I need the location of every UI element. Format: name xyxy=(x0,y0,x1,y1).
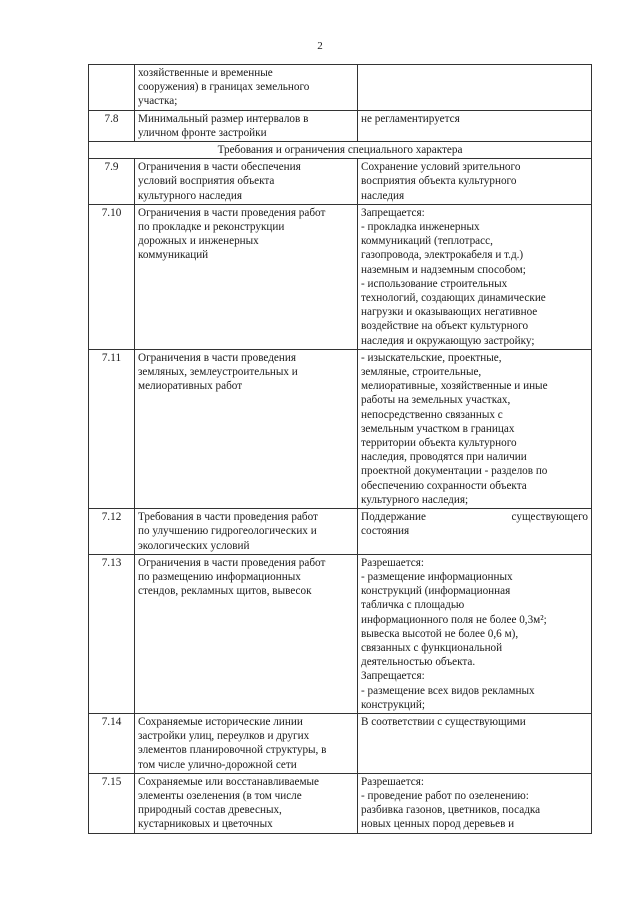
requirement-value-line: нагрузки и оказывающих негативное xyxy=(361,306,538,319)
requirement-name-line: стендов, рекламных щитов, вывесок xyxy=(138,585,312,598)
requirement-value-line: состояния xyxy=(361,525,410,538)
requirement-value-line: конструкций; xyxy=(361,698,425,711)
requirement-value xyxy=(358,159,592,205)
requirement-value xyxy=(358,773,592,833)
requirement-value-line: Разрешается: xyxy=(361,775,424,788)
requirement-value-line: Разрешается: xyxy=(361,556,424,569)
requirement-name-line: дорожных и инженерных xyxy=(138,235,259,248)
requirement-name-line: Ограничения в части проведения работ xyxy=(138,206,326,219)
requirement-name-line: Требования в части проведения работ xyxy=(138,511,318,524)
requirement-value-line: - размещение всех видов рекламных xyxy=(361,684,535,697)
requirement-value-line: наземным и надземным способом; xyxy=(361,263,526,276)
requirement-value-line: коммуникаций (теплотрасс, xyxy=(361,235,493,248)
requirement-value xyxy=(358,110,592,141)
requirement-value-line: - использование строительных xyxy=(361,277,508,290)
table-row xyxy=(89,713,592,773)
section-header: Требования и ограничения специального характера xyxy=(89,142,592,159)
item-number xyxy=(89,65,135,111)
requirement-name-line: природный состав древесных, xyxy=(138,804,282,817)
requirement-value-line: наследия, проводятся при наличии xyxy=(361,451,527,464)
requirement-value-line: разбивка газонов, цветников, посадка xyxy=(361,804,541,817)
requirement-name-line: элементов планировочной структуры, в xyxy=(138,744,327,757)
requirement-name-line: условий восприятия объекта xyxy=(138,175,275,188)
requirement-value-line: конструкций (информационная xyxy=(361,585,511,598)
requirement-value-line: восприятия объекта культурного xyxy=(361,175,517,188)
requirement-value-line: - изыскательские, проектные, xyxy=(361,351,502,364)
requirement-name-line: кустарниковых и цветочных xyxy=(138,818,273,831)
requirement-value-line: проектной документации - разделов по xyxy=(361,465,548,478)
item-number: 7.12 xyxy=(89,509,135,555)
requirement-value-word: Поддержание xyxy=(361,511,426,524)
requirement-name-line: сооружения) в границах земельного xyxy=(138,81,310,94)
requirement-name-line: хозяйственные и временные xyxy=(138,67,273,79)
requirement-name-line: Ограничения в части обеспечения xyxy=(138,161,301,174)
requirement-name-line: том числе улично-дорожной сети xyxy=(138,758,297,771)
requirement-value-line: Сохранение условий зрительного xyxy=(361,161,521,174)
requirement-value-line: территории объекта культурного xyxy=(361,437,517,450)
requirement-name xyxy=(135,349,358,508)
requirement-value-line: технологий, создающих динамические xyxy=(361,292,546,305)
requirement-value-line: - прокладка инженерных xyxy=(361,221,480,234)
requirement-name xyxy=(135,509,358,555)
requirement-value-line: земляные, строительные, xyxy=(361,366,482,379)
requirement-value-line: деятельностью объекта. xyxy=(361,656,476,669)
requirement-name-line: Ограничения в части проведения xyxy=(138,351,297,364)
requirement-name xyxy=(135,204,358,349)
requirement-value xyxy=(358,349,592,508)
requirement-value-word: существующего xyxy=(511,511,588,524)
requirement-name-line: земляных, землеустроительных и xyxy=(138,366,298,379)
requirement-name-line: участка; xyxy=(138,95,178,108)
requirement-value-line: - размещение информационных xyxy=(361,570,513,583)
requirement-value-line: газопровода, электрокабеля и т.д.) xyxy=(361,249,524,262)
requirement-value-line: В соответствии с существующими xyxy=(361,715,526,728)
requirement-value-line: Запрещается: xyxy=(361,670,425,683)
requirement-name-line: коммуникаций xyxy=(138,249,209,262)
requirement-value xyxy=(358,713,592,773)
requirement-name xyxy=(135,65,358,111)
requirement-value-line: мелиоративные, хозяйственные и иные xyxy=(361,380,548,393)
requirement-name-line: экологических условий xyxy=(138,539,250,552)
regulations-table xyxy=(88,64,592,834)
requirement-name xyxy=(135,110,358,141)
requirement-value-line: воздействие на объект культурного xyxy=(361,320,529,333)
requirement-name-line: по размещению информационных xyxy=(138,570,301,583)
table-row xyxy=(89,773,592,833)
item-number: 7.9 xyxy=(89,159,135,205)
requirement-name xyxy=(135,773,358,833)
requirement-name xyxy=(135,713,358,773)
requirement-name-line: Сохраняемые исторические линии xyxy=(138,715,303,728)
item-number: 7.14 xyxy=(89,713,135,773)
requirement-name xyxy=(135,554,358,713)
item-number: 7.15 xyxy=(89,773,135,833)
requirement-value-line: Запрещается: xyxy=(361,206,425,219)
requirement-value-line: обеспечению сохранности объекта xyxy=(361,479,527,492)
requirement-value-line: культурного наследия; xyxy=(361,493,469,506)
table-row xyxy=(89,110,592,141)
item-number: 7.8 xyxy=(89,110,135,141)
requirement-value xyxy=(358,554,592,713)
requirement-name-line: застройки улиц, переулков и других xyxy=(138,730,310,743)
item-number: 7.11 xyxy=(89,349,135,508)
table-row xyxy=(89,349,592,508)
requirement-value-line: вывеска высотой не более 0,6 м), xyxy=(361,627,519,640)
requirement-value-justified-line xyxy=(361,510,588,524)
table-row xyxy=(89,204,592,349)
requirement-name-line: уличном фронте застройки xyxy=(138,126,267,139)
requirement-value-line: связанных с функциональной xyxy=(361,641,503,654)
requirement-value xyxy=(358,65,592,111)
requirement-value-line: табличка с площадью xyxy=(361,599,465,612)
requirement-value xyxy=(358,204,592,349)
requirement-value-line: информационного поля не более 0,3м²; xyxy=(361,613,547,626)
requirement-value xyxy=(358,509,592,555)
requirement-name-line: по улучшению гидрогеологических и xyxy=(138,525,317,538)
section-header-row xyxy=(89,142,592,159)
requirement-name xyxy=(135,159,358,205)
table-row xyxy=(89,554,592,713)
requirement-name-line: Ограничения в части проведения работ xyxy=(138,556,326,569)
item-number: 7.10 xyxy=(89,204,135,349)
requirement-name-line: Сохраняемые или восстанавливаемые xyxy=(138,775,320,788)
table-row xyxy=(89,65,592,111)
requirement-name-line: по прокладке и реконструкции xyxy=(138,221,285,234)
requirement-name-line: элементы озеленения (в том числе xyxy=(138,789,302,802)
requirement-value-line: новых ценных пород деревьев и xyxy=(361,818,515,831)
requirement-value-line: наследия и окружающую застройку; xyxy=(361,334,535,347)
requirement-value-line: земельным участком в границах xyxy=(361,422,515,435)
regulations-table-body xyxy=(89,65,592,834)
requirement-name-line: культурного наследия xyxy=(138,189,242,202)
requirement-name-line: Минимальный размер интервалов в xyxy=(138,112,309,125)
requirement-value-line: не регламентируется xyxy=(361,112,460,125)
requirement-value-line: работы на земельных участках, xyxy=(361,394,511,407)
item-number: 7.13 xyxy=(89,554,135,713)
page-number: 2 xyxy=(317,40,323,52)
requirement-value-line: - проведение работ по озеленению: xyxy=(361,789,529,802)
table-row xyxy=(89,509,592,555)
requirement-value-line: непосредственно связанных с xyxy=(361,408,503,421)
requirement-value-line: наследия xyxy=(361,189,405,202)
requirement-name-line: мелиоративных работ xyxy=(138,380,243,393)
table-row xyxy=(89,159,592,205)
